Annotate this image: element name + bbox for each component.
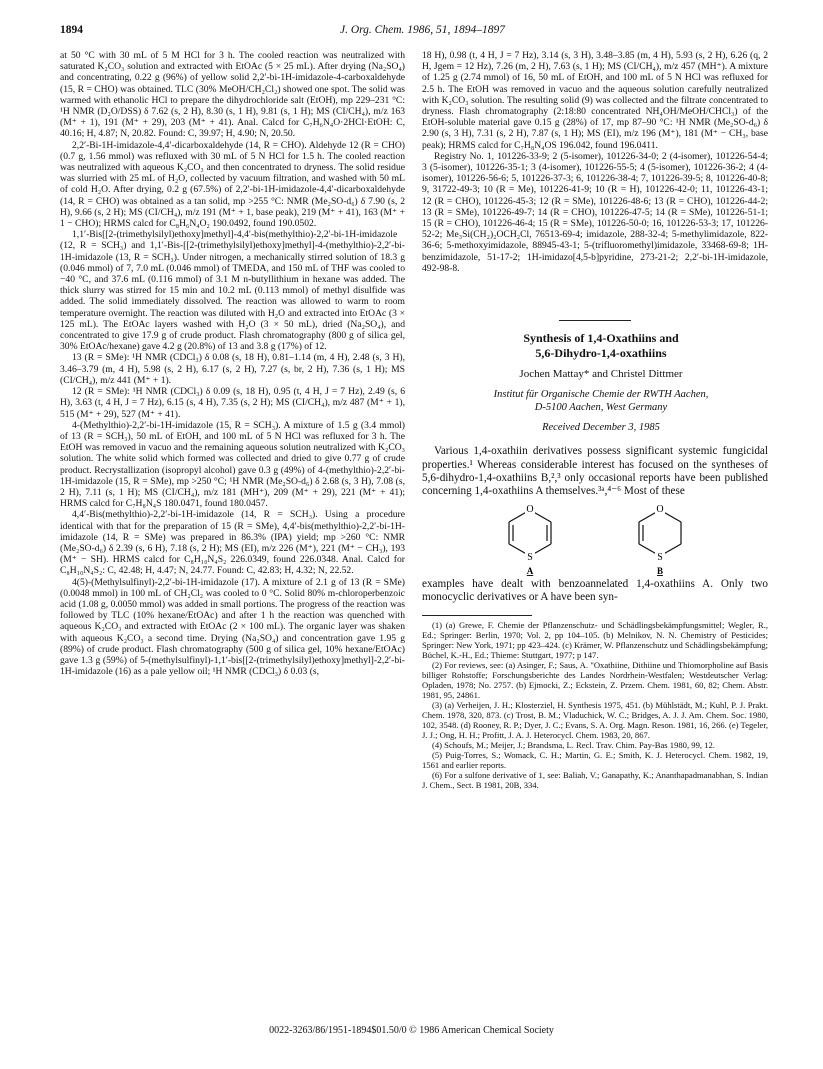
registry-numbers: Registry No. 1, 101226-33-9; 2 (5-isomer), 101226-34-0; 2 (4-isomer), 101226-54-4; 3 (5-isomer), 101226-35-1; 3 (4-isomer), 101226-55-5; 4 (5-isomer), 101226-36-2; 4 (4-isomer), 101226-56-6; 5, 101226-37-3; 6, 101226-38-4; 7, 101226-39-5; 8, 101226-40-8; 9, 31722-49-3; 10 (R = Me), 101226-41-9; 10 (R = H), 101226-42-0; 11, 101226-43-1; 12 (R = CHO), 101226-45-3; 12 (R = SMe), 101226-48-6; 13 (R = CHO), 101226-44-2; 13 (R = SMe), 101226-49-7; 14 (R = CHO), 101226-47-5; 14 (R = SMe), 101226-51-1; 15 (R = CHO), 101226-46-4; 15 (R = SMe), 101226-50-0; 16, 101226-53-3; 17, 101226-52-2; Me₃Si(CH₂)₂OCH₂Cl, 76513-69-4; imidazole, 288-32-4; 5-methylimidazole, 822-36-6; 5-methoxyimidazole, 88945-43-1; 5-(trifluoromethyl)imidazole, 33468-69-8; 1H-benzimidazole, 51-17-2; 1H-imidazo[4,5-b]pyridine, 273-21-2; 2,2′-bi-1H-imidazole, 492-98-8. (422, 150, 768, 274)
reference-item: (5) Puig-Torres, S.; Womack, C. H.; Martin, G. E.; Smith, K. J. Heterocycl. Chem. 1982, 19, 1561 and earlier reports. (422, 749, 768, 770)
oxygen-atom-label: O (526, 504, 534, 516)
reference-item: (3) (a) Verheijen, J. H.; Klosterziel, H. Synthesis 1975, 451. (b) Mühlstädt, M.; Kuhl, P. J. Prakt. Chem. 1978, 320, 873. (c) Trost, B. M.; Vladuchick, W. C.; Bridges, A. J. J. Am. Chem. Soc. 1980, 102, 3548. (d) Rooney, R. P.; Dyer, J. C.; Evans, S. A. Org. Magn. Reson. 1981, 16, 266. (e) Tegeler, J. J.; Ong, H. H.; Profitt, J. A. J. Heterocycl. Chem. 1983, 20, 867. (422, 699, 768, 740)
intro-paragraph: Various 1,4-oxathiin derivatives possess significant systemic fungicidal properties.¹ Whereas considerable interest has focused on the syntheses of 5,6-dihydro-1,4-oxathiins B,²,³ only occasional reports have been published concerning 1,4-oxathiins A themselves.³ᵃ,⁴⁻⁶ Most of these (422, 445, 768, 498)
reference-item: (1) (a) Grewe, F. Chemie der Pflanzenschutz- und Schädlingsbekämpfungsmittel; Wegler, R., Ed.; Springer: Berlin, 1970; Vol. 2, pp 104–105. (b) Melnikov, N. N. Chemistry of Pesticides; Springer: New York, 1971; pp 423–424. (c) Krämer, W. Pflanzenschutz und Schädlingsbekämpfung; Büchel, K.-H., Ed.; Thieme: Stuttgart, 1977; p 147. (422, 619, 768, 660)
page-number: 1894 (60, 24, 83, 36)
running-title: J. Org. Chem. 1986, 51, 1894–1897 (339, 24, 506, 36)
paragraph: at 50 °C with 30 mL of 5 M HCl for 3 h. The cooled reaction was neutralized with saturated K₂CO₃ solution and extracted with EtOAc (5 × 25 mL). After drying (Na₂SO₄) and concentrating, 0.22 g (96%) of yellow solid 2,2′-bi-1H-imidazole-4-carboxaldehyde (15, R = CHO) was obtained. TLC (30% MeOH/CH₂Cl₂) showed one spot. The solid was warmed with ethanolic HCl to prepare the dihydrochloride salt (EtOH), mp 229–231 °C: ¹H NMR (D₂O/DSS) δ 7.62 (s, 2 H), 8.30 (s, 1 H), 9.81 (s, 1 H); MS (CI/CH₄), m/z 163 (M⁺ + 1), 191 (M⁺ + 29), 203 (M⁺ + 41). Anal. Calcd for C₇H₆N₄O·2HCl·EtOH: C, 40.16; H, 4.87; N, 20.82. Found: C, 39.97; H, 4.90; N, 20.50. (60, 50, 405, 140)
references (422, 620, 768, 790)
paragraph: 18 H), 0.98 (t, 4 H, J = 7 Hz), 3.14 (s, 3 H), 3.48–3.85 (m, 4 H), 5.93 (s, 2 H), 6.26 (q, 2 H, Jgem = 12 Hz), 7.26 (m, 2 H), 7.63 (s, 1 H); MS (CI/CH₄), m/z 457 (MH⁺). A mixture of 1.25 g (2.74 mmol) of 16, 50 mL of EtOH, and 100 mL of 5 N HCl was refluxed for 2.5 h. The EtOH was removed in vacuo and the aqueous solution carefully neutralized with K₂CO₃ solution. The resulting solid (9) was collected and the filtrate concentrated to dryness. Flash chromatography (2:18:80 concentrated NH₄OH/MeOH/CHCl₃) of the EtOH-soluble material gave 0.15 g (28%) of 17, mp 87–90 °C: ¹H NMR (Me₂SO-d₆) δ 2.90 (s, 3 H), 7.31 (s, 2 H), 7.87 (s, 1 H); MS (EI), m/z 196 (M⁺), 181 (M⁺ − CH₃, base peak); HRMS calcd for C₇H₈N₄OS 196.042, found 196.0411. (422, 50, 768, 151)
affiliation-line-2: D-5100 Aachen, West Germany (534, 402, 668, 414)
received-date: Received December 3, 1985 (542, 422, 660, 434)
chemical-structures (422, 498, 768, 578)
intro-paragraph-continued: examples have dealt with benzoannelated 1,4-oxathiins A. Only two monocyclic derivatives or A have been syn- (422, 578, 768, 604)
sulfur-atom-label: S (657, 552, 663, 564)
paragraph: 4-(Methylthio)-2,2′-bi-1H-imidazole (15, R = SCH₃). A mixture of 1.5 g (3.4 mmol) of 13 (R = SCH₃), 50 mL of EtOH, and 100 mL of 5 N HCl was refluxed for 3 h. The EtOH was removed in vacuo and the remaining aqueous solution neutralized with K₂CO₃ solution. The white solid which formed was collected and dried to give 0.77 g of crude product. Recrystallization (isopropyl alcohol) gave 0.3 g (49%) of 4-(methylthio)-2,2′-bi-1H-imidazole (15, R = SMe), mp >250 °C; ¹H NMR (Me₂SO-d₆) δ 2.68 (s, 3 H), 7.08 (s, 2 H), 7.11 (s, 1 H); MS (CI/CH₄), m/z 181 (MH⁺), 209 (M⁺ + 29), 221 (M⁺ + 41); HRMS calcd for C₇H₈N₄S 180.0471, found 180.0457. (60, 419, 405, 510)
article-authors: Jochen Mattay* and Christel Dittmer (519, 368, 683, 381)
structure-b-drawing (615, 498, 705, 578)
paragraph: 1,1′-Bis[[2-(trimethylsilyl)ethoxy]methyl]-4,4′-bis(methylthio)-2,2′-bi-1H-imidazole (12, R = SCH₃) and 1,1′-Bis-[[2-(trimethylsilyl)ethoxy]methyl]-4-(methylthio)-2,2′-bi-1H-imidazole (13, R = SCH₃). Under nitrogen, a mechanically stirred solution of 18.3 g (0.046 mmol) of 7, 7.0 mL (0.046 mmol) of TMEDA, and 150 mL of THF was cooled to −40 °C, and 37.6 mL (0.116 mmol) of 3.1 M n-butyllithium in hexane was added. The thick slurry was stirred for 15 min and 10.2 mL (0.113 mmol) of methyl disulfide was added. The solid immediately dissolved. The reaction was allowed to warm to room temperature overnight. The reaction was diluted with H₂O and extracted into EtOAc (3 × 125 mL). The EtOAc layers washed with H₂O (3 × 50 mL), dried (Na₂SO₄), and concentrated to give 17.9 g of crude product. Flash chromatography (800 g of silica gel, 30% EtOAc/hexane) gave 4.2 g (20.8%) of 13 and 3.8 g (17%) of 12. (60, 229, 405, 353)
footnote-divider (422, 615, 532, 616)
sulfur-atom-label: S (527, 552, 533, 564)
paragraph: 4(5)-(Methylsulfinyl)-2,2′-bi-1H-imidazole (17). A mixture of 2.1 g of 13 (R = SMe) (0.0048 mmol) in 100 mL of CH₂Cl₂ was cooled to 0 °C. Solid 80% m-chloroperbenzoic acid (1.08 g, 0.0050 mmol) was added in small portions. The progress of the reaction was followed by TLC (10% hexane/EtOAc) and after 1 h the reaction was quenched with aqueous K₂CO₃ and extracted with EtOAc (2 × 100 mL). The organic layer was shaken with aqueous K₂CO₃ a second time. Drying (Na₂SO₄) and concentration gave 1.95 g (89%) of crude product. Flash chromatography (500 g of silica gel, 10% hexane/EtOAc) gave 1.3 g (59%) of 5-(methylsulfinyl)-1,1′-bis[[2-(trimethylsilyl)ethoxy]methyl]-2,2′-bi-1H-imidazole (16) as a pale yellow oil; ¹H NMR (CDCl₃) δ 0.03 (s, (60, 576, 405, 678)
paragraph: 4,4′-Bis(methylthio)-2,2′-bi-1H-imidazole (14, R = SCH₃). Using a procedure identical with that for the preparation of 15 (R = SMe), 4,4′-bis(methylthio)-2,2′-bi-1H-imidazole (14, R = SMe) was prepared in 86.3% (IPA) yield; mp >260 °C: NMR (Me₂SO-d₆) δ 2.39 (s, 6 H), 7.18 (s, 2 H); MS (EI), m/z 226 (M⁺), 221 (M⁺ − CH₃), 193 (M⁺ − SH). HRMS calcd for C₈H₁₀N₄S₂ 226.0349, found 226.0348. Anal. Calcd for C₈H₁₀N₄S₂: C, 42.48; H, 4.47; N, 24.77. Found: C, 42.83; H, 4.32; N, 22.52. (60, 509, 405, 577)
right-column (422, 50, 768, 1015)
reference-item: (6) For a sulfone derivative of 1, see: Baliah, V.; Ganapathy, K.; Ananthapadmanabhan, S. Indian J. Chem., Sect. B 1981, 20B, 334. (422, 769, 768, 790)
oxygen-atom-label: O (656, 504, 664, 516)
page-header (60, 24, 785, 40)
paragraph: 12 (R = SMe): ¹H NMR (CDCl₃) δ 0.09 (s, 18 H), 0.95 (t, 4 H, J = 7 Hz), 2.49 (s, 6 H), 3.63 (t, 4 H, J = 7 Hz), 6.15 (s, 4 H), 7.35 (s, 2 H); MS (CI/CH₄), m/z 487 (M⁺ + 1), 515 (M⁺ + 29), 527 (M⁺ + 41). (60, 386, 405, 420)
paragraph: 13 (R = SMe): ¹H NMR (CDCl₃) δ 0.08 (s, 18 H), 0.81–1.14 (m, 4 H), 2.48 (s, 3 H), 3.46–3.79 (m, 4 H), 5.98 (s, 2 H), 6.17 (s, 2 H), 7.27 (s, br, 2 H), 7.36 (s, 1 H); MS (CI/CH₄), m/z 441 (M⁺ + 1). (60, 352, 405, 386)
article-title-line-2: 5,6-Dihydro-1,4-oxathiins (535, 346, 667, 361)
left-column (60, 50, 405, 1015)
paragraph: 2,2′-Bi-1H-imidazole-4,4′-dicarboxaldehyde (14, R = CHO). Aldehyde 12 (R = CHO) (0.7 g, 1.56 mmol) was refluxed with 30 mL of 5 N HCl for 1.5 h. The cooled reaction was neutralized with aqueous K₂CO₃ and then concentrated to dryness. The solid residue was slurried with 25 mL of H₂O, collected by vacuum filtration, and washed with 50 mL of cold H₂O. After drying, 0.2 g (67.5%) of 2,2′-bi-1H-imidazole-4,4′-dicarboxaldehyde (14, R = CHO) was obtained as a tan solid, mp >255 °C: NMR (Me₂SO-d₆) δ 7.90 (s, 2 H), 9.66 (s, 2 H); MS (CI/CH₄), m/z 191 (M⁺ + 1, base peak), 219 (M⁺ + 41), 163 (M⁺ + 1 − CHO); HRMS calcd for C₈H₆N₄O₂ 190.0492, found 190.0502. (60, 139, 405, 230)
affiliation-line-1: Institut für Organische Chemie der RWTH Aachen, (493, 389, 709, 401)
structure-a-label: A (526, 566, 534, 577)
article-title-line-1: Synthesis of 1,4-Oxathiins and (523, 331, 679, 346)
structure-a-drawing (485, 498, 575, 578)
structure-b-label: B (656, 566, 664, 577)
reference-item: (2) For reviews, see: (a) Asinger, F.; Saus, A. "Oxathiine, Dithiine und Thiomorpholine auf Basis billiger Rohstoffe; Forschungsberichte des Landes Nordrhein-Westfalen; Westdeutscher Verlag: Opladen, 1978; No. 2757. (b) Ejmocki, Z.; Eckstein, Z. Przem. Chem. 1981, 60, 82; Chem. Abstr. 1981, 95, 24861. (422, 659, 768, 700)
page-footer: 0022-3263/86/1951-1894$01.50/0 © 1986 American Chemical Society (269, 1025, 554, 1036)
reference-item: (4) Schoufs, M.; Meijer, J.; Brandsma, L. Recl. Trav. Chim. Pay-Bas 1980, 99, 12. (432, 739, 715, 750)
